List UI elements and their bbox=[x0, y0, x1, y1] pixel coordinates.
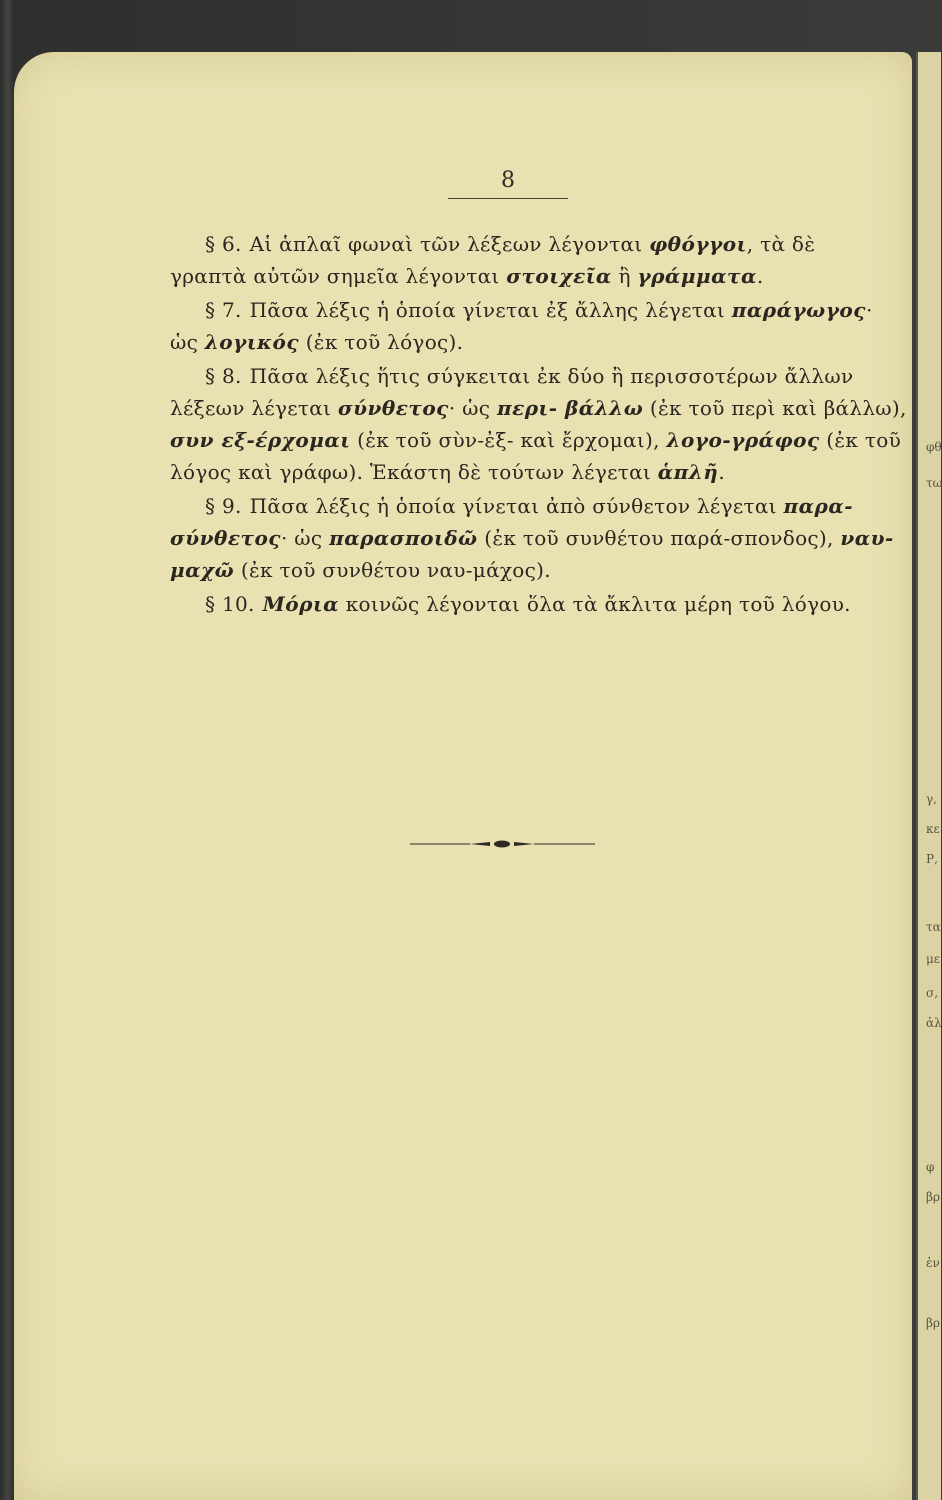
term: φθόγγοι bbox=[649, 232, 747, 256]
adjacent-page-edge bbox=[916, 52, 941, 1500]
term: Μόρια bbox=[262, 592, 340, 616]
term: λογο-γράφος bbox=[666, 428, 820, 452]
text: (ἐκ τοῦ περὶ καὶ βάλλω), bbox=[643, 396, 907, 420]
section-number: § 8. bbox=[205, 364, 242, 388]
term: λογικός bbox=[204, 330, 300, 354]
edge-text: Ρ, bbox=[926, 852, 938, 866]
text: · bbox=[865, 298, 873, 322]
text: . bbox=[756, 264, 764, 288]
term: σύνθετος bbox=[337, 396, 449, 420]
paragraph-8-line-4 bbox=[170, 460, 840, 484]
page-number-rule bbox=[448, 198, 568, 199]
text: (ἐκ τοῦ συνθέτου παρά-σπονδος), bbox=[477, 526, 841, 550]
section-number: § 7. bbox=[205, 298, 242, 322]
term: γράμματα bbox=[637, 264, 757, 288]
paragraph-8-line-2 bbox=[170, 396, 907, 420]
paragraph-9-line-2 bbox=[170, 526, 894, 550]
paragraph-7-line-1 bbox=[205, 298, 875, 322]
paragraph-7-line-2 bbox=[170, 330, 840, 354]
section-number: § 6. bbox=[205, 232, 242, 256]
text: (ἐκ τοῦ συνθέτου ναυ-μάχος). bbox=[234, 558, 551, 582]
ornament-center bbox=[494, 841, 510, 848]
text: (ἐκ τοῦ λόγος). bbox=[299, 330, 464, 354]
text: Πᾶσα λέξις ἥτις σύγκειται ἐκ δύο ἢ περισσοτέρων ἄλλων bbox=[249, 364, 854, 388]
section-number: § 9. bbox=[205, 494, 242, 518]
term: παρα- bbox=[783, 494, 854, 518]
term: σύνθετος bbox=[170, 526, 281, 550]
edge-text: τω bbox=[926, 476, 942, 490]
term: ναυ- bbox=[840, 526, 894, 550]
paragraph-8-line-1 bbox=[205, 364, 875, 388]
edge-text: βρ bbox=[926, 1316, 940, 1330]
term: περι- βάλλω bbox=[496, 396, 644, 420]
text: λέξεων λέγεται bbox=[170, 396, 338, 420]
text: · ὡς bbox=[280, 526, 330, 550]
paragraph-10-line-1 bbox=[205, 592, 875, 616]
edge-text: φθ bbox=[926, 440, 942, 454]
term: παρασποιδῶ bbox=[329, 526, 478, 550]
paragraph-8-line-3 bbox=[170, 428, 902, 452]
term: ἁπλῆ bbox=[657, 460, 719, 484]
term: στοιχεῖα bbox=[506, 264, 612, 288]
text: Πᾶσα λέξις ἡ ὁποία γίνεται ἐξ ἄλλης λέγεται bbox=[249, 298, 732, 322]
text: Πᾶσα λέξις ἡ ὁποία γίνεται ἀπὸ σύνθετον λέγεται bbox=[249, 494, 784, 518]
text: ὡς bbox=[170, 330, 205, 354]
text: ἢ bbox=[611, 264, 638, 288]
text: (ἐκ τοῦ bbox=[819, 428, 902, 452]
edge-text: φ bbox=[926, 1160, 935, 1174]
paragraph-9-line-1 bbox=[205, 494, 875, 518]
section-end-ornament bbox=[410, 838, 595, 850]
text: Αἱ ἁπλαῖ φωναὶ τῶν λέξεων λέγονται bbox=[249, 232, 650, 256]
text: κοινῶς λέγονται ὅλα τὰ ἄκλιτα μέρη τοῦ λόγου. bbox=[339, 592, 851, 616]
edge-text: με bbox=[926, 952, 941, 966]
ornament-taper-left bbox=[470, 842, 490, 846]
term: παράγωγος bbox=[731, 298, 866, 322]
edge-text: κε bbox=[926, 822, 940, 836]
ornament-taper-right bbox=[514, 842, 534, 846]
page-number: 8 bbox=[501, 168, 515, 193]
edge-text: βρ bbox=[926, 1190, 940, 1204]
section-number: § 10. bbox=[205, 592, 255, 616]
text: , τὰ δὲ bbox=[746, 232, 816, 256]
term: μαχῶ bbox=[170, 558, 235, 582]
paragraph-6-line-1 bbox=[205, 232, 875, 256]
text: . bbox=[718, 460, 725, 484]
paragraph-6-line-2 bbox=[170, 264, 840, 288]
edge-text: ἐν bbox=[926, 1256, 940, 1270]
edge-text: γ, bbox=[926, 792, 937, 806]
text: γραπτὰ αὐτῶν σημεῖα λέγονται bbox=[170, 264, 507, 288]
edge-text: σ, bbox=[926, 986, 939, 1000]
text: λόγος καὶ γράφω). Ἑκάστη δὲ τούτων λέγεται bbox=[170, 460, 658, 484]
edge-text: ἀλ bbox=[926, 1016, 942, 1030]
text: (ἐκ τοῦ σὺν-ἐξ- καὶ ἔρχομαι), bbox=[350, 428, 667, 452]
edge-text: τα bbox=[926, 920, 941, 934]
term: συν εξ-έρχομαι bbox=[170, 428, 351, 452]
paragraph-9-line-3 bbox=[170, 558, 840, 582]
text: · ὡς bbox=[448, 396, 497, 420]
